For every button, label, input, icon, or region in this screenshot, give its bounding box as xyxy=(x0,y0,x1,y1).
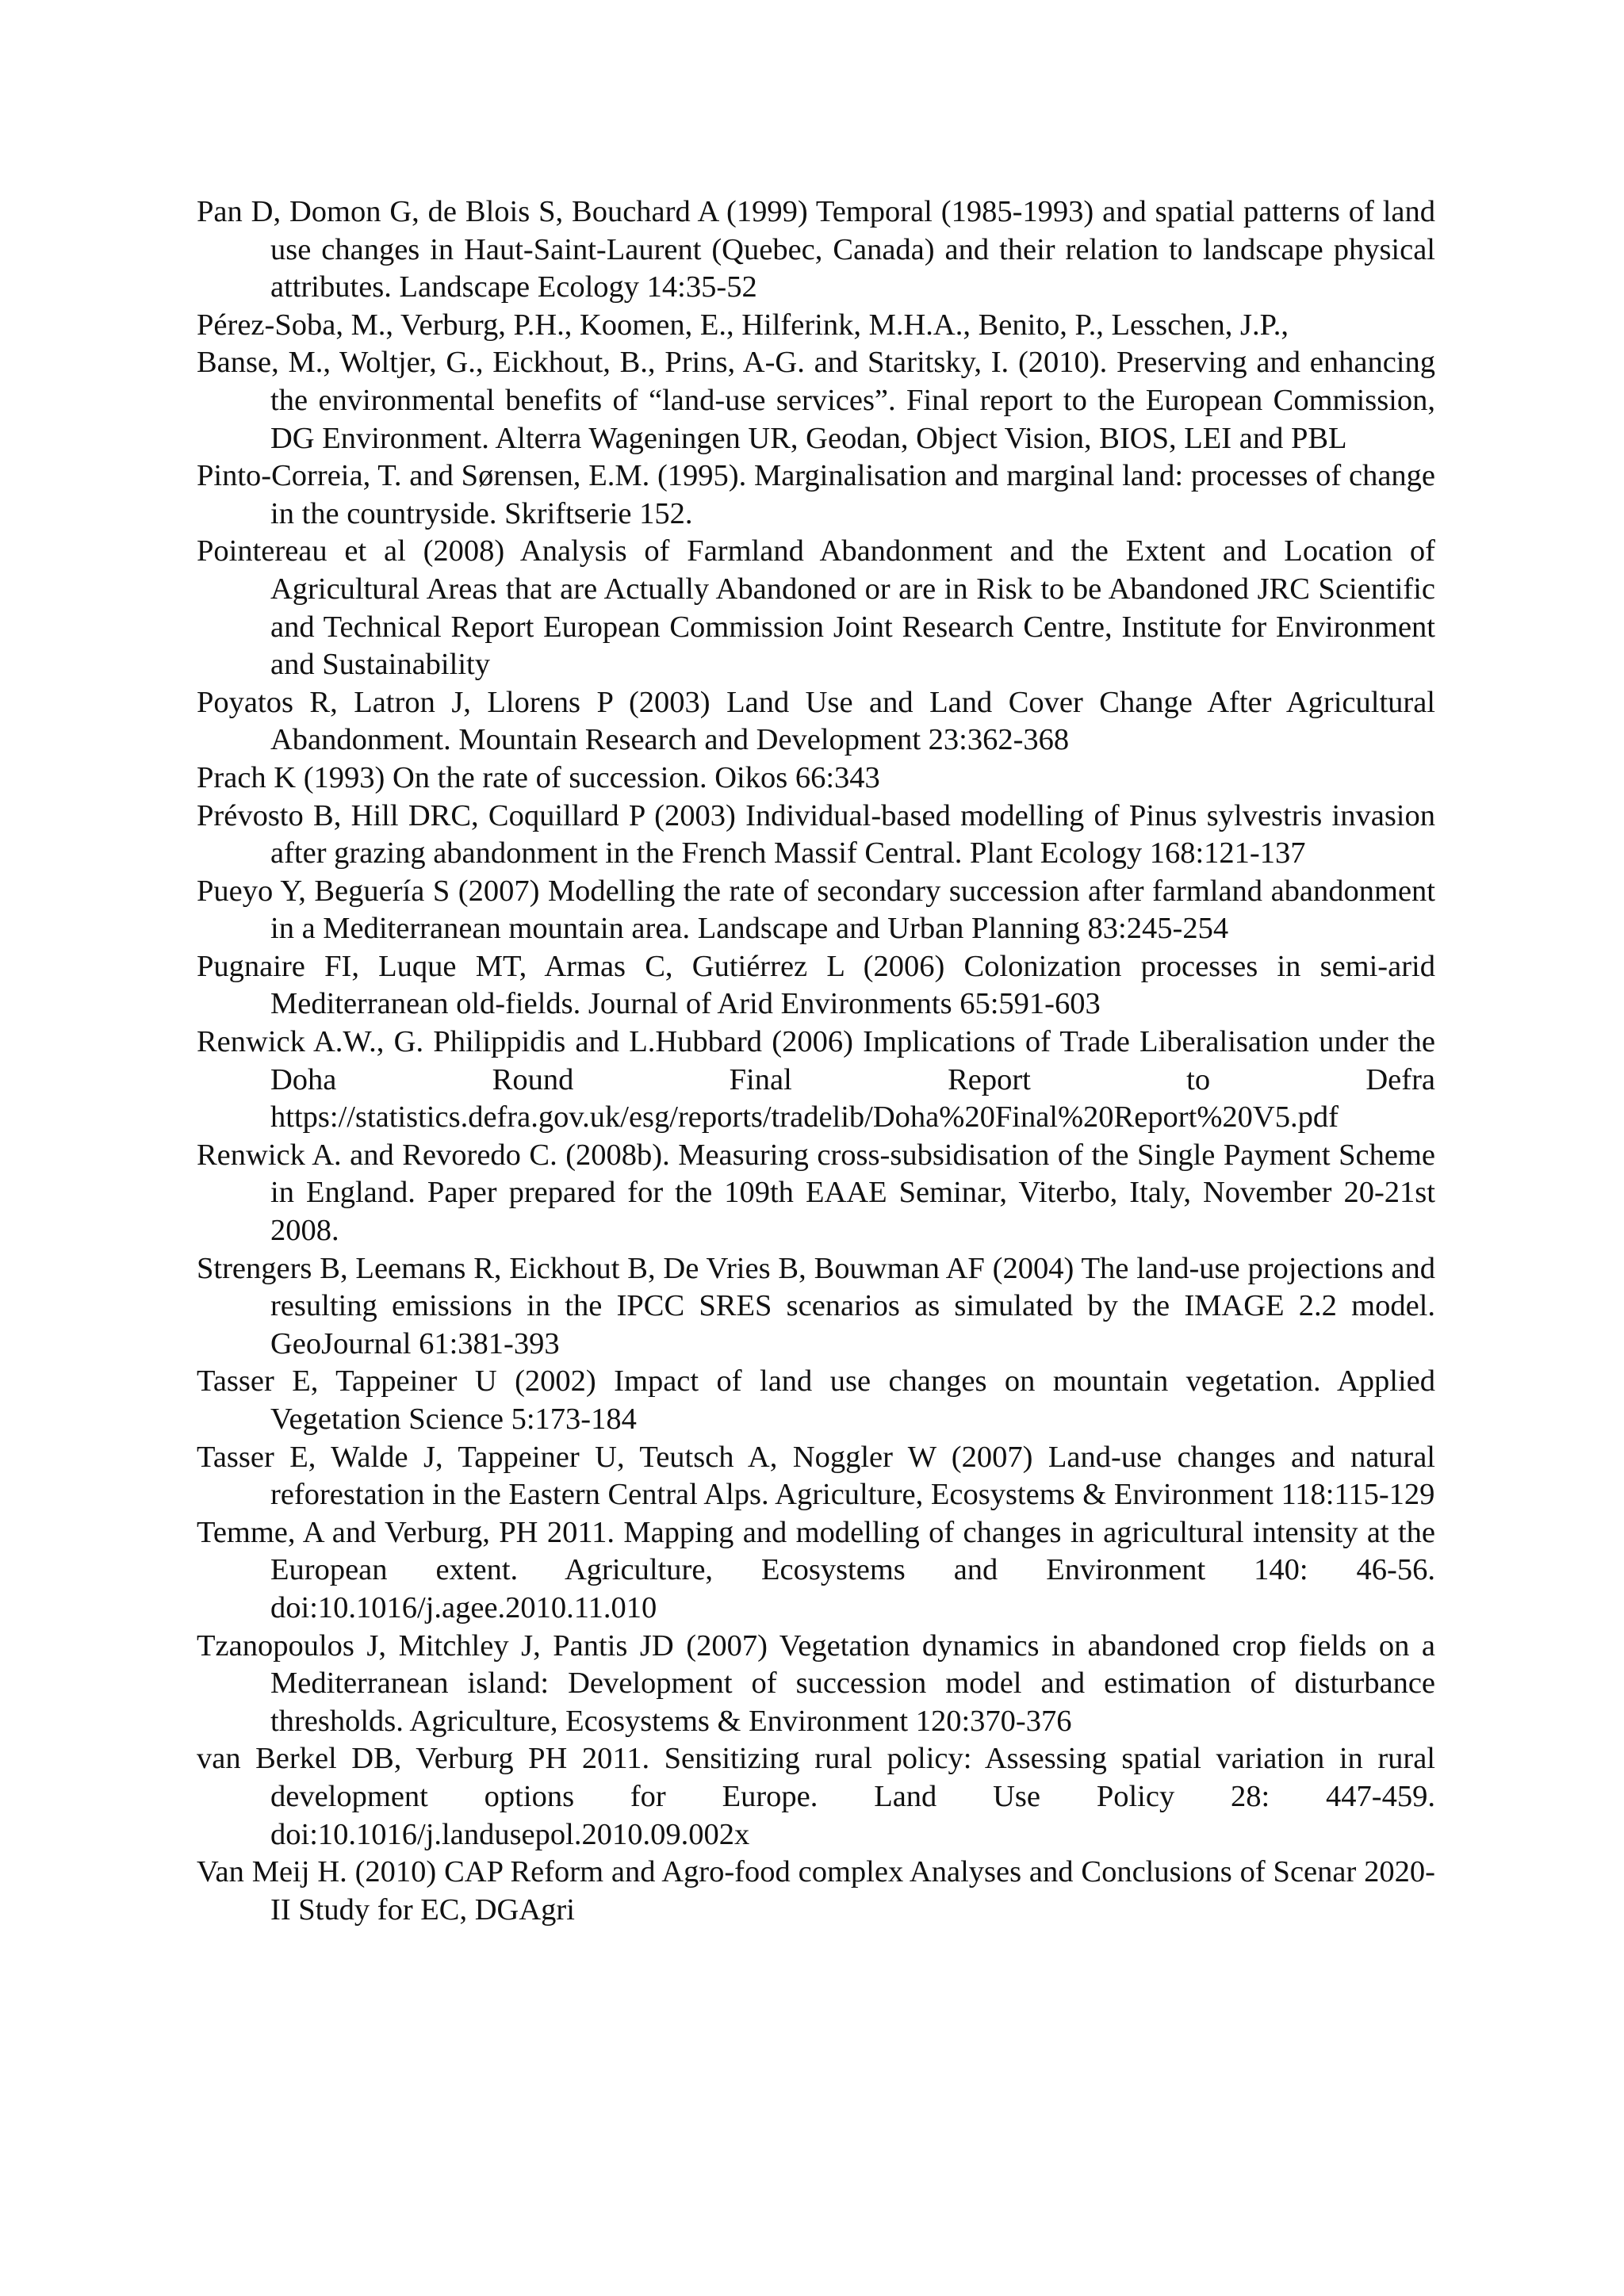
reference-list xyxy=(197,193,1435,1929)
reference-entry-perez-soba: Pérez-Soba, M., Verburg, P.H., Koomen, E., Hilferink, M.H.A., Benito, P., Lesschen, J.P., xyxy=(197,308,1289,342)
reference-entry-van-meij: Van Meij H. (2010) CAP Reform and Agro-food complex Analyses and Conclusions of Scenar 2020-II Study for EC, DGAgri xyxy=(197,1855,1435,1927)
reference-entry-prach: Prach K (1993) On the rate of succession. Oikos 66:343 xyxy=(197,760,880,794)
reference-entry-poyatos: Poyatos R, Latron J, Llorens P (2003) Land Use and Land Cover Change After Agricultural Abandonment. Mountain Research and Development 23:362-368 xyxy=(197,685,1435,757)
reference-entry-pugnaire: Pugnaire FI, Luque MT, Armas C, Gutiérrez L (2006) Colonization processes in semi-arid Mediterranean old-fields. Journal of Arid Environments 65:591-603 xyxy=(197,949,1435,1021)
reference-entry-pointereau: Pointereau et al (2008) Analysis of Farmland Abandonment and the Extent and Location of Agricultural Areas that are Actually Abandoned or are in Risk to be Abandoned JRC Scientific and Technical Report European Commission Joint Research Centre, Institute for Environment and Sustainability xyxy=(197,534,1435,682)
reference-entry-tzanopoulos: Tzanopoulos J, Mitchley J, Pantis JD (2007) Vegetation dynamics in abandoned crop fields on a Mediterranean island: Development of succession model and estimation of disturbance thresholds. Agriculture, Ecosystems & Environment 120:370-376 xyxy=(197,1628,1435,1738)
reference-entry-renwick-2006: Renwick A.W., G. Philippidis and L.Hubbard (2006) Implications of Trade Liberalisation under the Doha Round Final Report to Defra https://statistics.defra.gov.uk/esg/reports/tradelib/Doha%20Final%20Report%20V5.pdf xyxy=(197,1025,1435,1135)
reference-entry-pueyo: Pueyo Y, Beguería S (2007) Modelling the rate of secondary succession after farmland abandonment in a Mediterranean mountain area. Landscape and Urban Planning 83:245-254 xyxy=(197,874,1435,946)
reference-entry-strengers: Strengers B, Leemans R, Eickhout B, De Vries B, Bouwman AF (2004) The land-use projections and resulting emissions in the IPCC SRES scenarios as simulated by the IMAGE 2.2 model. GeoJournal 61:381-393 xyxy=(197,1251,1435,1360)
reference-entry-banse: Banse, M., Woltjer, G., Eickhout, B., Prins, A-G. and Staritsky, I. (2010). Preserving and enhancing the environmental benefits of “land-use services”. Final report to the European Commission, DG Environment. Alterra Wageningen UR, Geodan, Object Vision, BIOS, LEI and PBL xyxy=(197,346,1435,455)
reference-entry-pinto-correia: Pinto-Correia, T. and Sørensen, E.M. (1995). Marginalisation and marginal land: processes of change in the countryside. Skriftserie 152. xyxy=(197,459,1435,530)
reference-entry-tasser-2002: Tasser E, Tappeiner U (2002) Impact of land use changes on mountain vegetation. Applied Vegetation Science 5:173-184 xyxy=(197,1364,1435,1436)
reference-entry-tasser-2007: Tasser E, Walde J, Tappeiner U, Teutsch A, Noggler W (2007) Land-use changes and natural reforestation in the Eastern Central Alps. Agriculture, Ecosystems & Environment 118:115-129 xyxy=(197,1440,1435,1512)
reference-entry-pan: Pan D, Domon G, de Blois S, Bouchard A (1999) Temporal (1985-1993) and spatial patterns of land use changes in Haut-Saint-Laurent (Quebec, Canada) and their relation to landscape physical attributes. Landscape Ecology 14:35-52 xyxy=(197,195,1435,304)
reference-entry-temme: Temme, A and Verburg, PH 2011. Mapping and modelling of changes in agricultural intensity at the European extent. Agriculture, Ecosystems and Environment 140: 46-56. doi:10.1016/j.agee.2010.11.010 xyxy=(197,1515,1435,1624)
reference-entry-renwick-2008: Renwick A. and Revoredo C. (2008b). Measuring cross-subsidisation of the Single Payment Scheme in England. Paper prepared for the 109th EAAE Seminar, Viterbo, Italy, November 20-21st 2008. xyxy=(197,1138,1435,1248)
reference-entry-prevosto: Prévosto B, Hill DRC, Coquillard P (2003) Individual-based modelling of Pinus sylvestris invasion after grazing abandonment in the French Massif Central. Plant Ecology 168:121-137 xyxy=(197,798,1435,871)
reference-entry-van-berkel: van Berkel DB, Verburg PH 2011. Sensitizing rural policy: Assessing spatial variation in rural development options for Europe. Land Use Policy 28: 447-459. doi:10.1016/j.landusepol.2010.09.002x xyxy=(197,1742,1435,1851)
